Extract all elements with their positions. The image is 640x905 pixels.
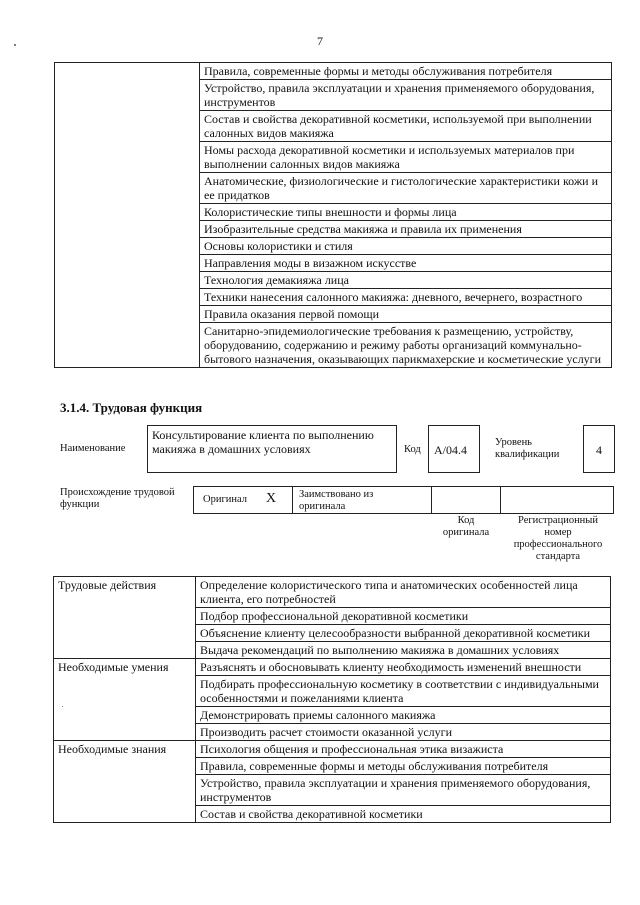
knowledge-item: Правила оказания первой помощи xyxy=(200,306,612,323)
group-item: Подбор профессиональной декоративной косметики xyxy=(196,608,611,625)
table-row xyxy=(55,63,612,80)
level-value-box xyxy=(583,425,615,473)
group-item: Состав и свойства декоративной косметики xyxy=(196,806,611,823)
group-item: Разъяснять и обосновывать клиенту необходимость изменений внешности xyxy=(196,659,611,676)
original-mark: X xyxy=(266,491,277,506)
knowledge-item: Направления моды в визажном искусстве xyxy=(200,255,612,272)
group-label: Трудовые действия xyxy=(54,577,196,659)
knowledge-item: Технология демакияжа лица xyxy=(200,272,612,289)
group-item: Выдача рекомендаций по выполнению макияжа в домашних условиях xyxy=(196,642,611,659)
group-label: Необходимые умения xyxy=(54,659,196,741)
original-label: Оригинал xyxy=(203,494,247,505)
group-label: Необходимые знания xyxy=(54,741,196,823)
table-row xyxy=(54,741,611,758)
code-label: Код xyxy=(404,444,421,455)
knowledge-item: Техники нанесения салонного макияжа: дневного, вечернего, возрастного xyxy=(200,289,612,306)
group-item: Правила, современные формы и методы обслуживания потребителя xyxy=(196,758,611,775)
knowledge-table-continued xyxy=(54,62,612,368)
reg-caption: Регистрационный номер профессионального стандарта xyxy=(513,515,603,562)
group-item: Демонстрировать приемы салонного макияжа xyxy=(196,707,611,724)
knowledge-item: Санитарно-эпидемиологические требования к размещению, устройству, оборудованию, содержанию и режиму работы организаций коммунально-бытового назначения, оказывающих парикмахерские и косметические услуги xyxy=(200,323,612,368)
group-item: Психология общения и профессиональная этика визажиста xyxy=(196,741,611,758)
borrowed-label: Заимствовано из оригинала xyxy=(299,489,374,512)
section-heading: 3.1.4. Трудовая функция xyxy=(60,400,203,415)
group-item: Производить расчет стоимости оказанной услуги xyxy=(196,724,611,741)
level-value: 4 xyxy=(596,443,602,457)
page-number: 7 xyxy=(317,34,323,48)
origin-original-cell xyxy=(193,486,293,514)
group-item: Устройство, правила эксплуатации и хранения применяемого оборудования, инструментов xyxy=(196,775,611,806)
labor-function-table xyxy=(53,576,611,823)
knowledge-item: Изобразительные средства макияжа и правила их применения xyxy=(200,221,612,238)
code-caption: Код оригинала xyxy=(442,515,490,538)
code-value-box xyxy=(428,425,480,473)
table-row xyxy=(54,659,611,676)
empty-label-cell xyxy=(55,63,200,368)
knowledge-item: Основы колористики и стиля xyxy=(200,238,612,255)
origin-borrowed-cell xyxy=(292,486,432,514)
code-value: A/04.4 xyxy=(434,443,467,457)
group-item: Подбирать профессиональную косметику в соответствии с индивидуальными особенностями и пожеланиями клиента xyxy=(196,676,611,707)
knowledge-item: Колористические типы внешности и формы лица xyxy=(200,204,612,221)
origin-code-cell xyxy=(431,486,501,514)
origin-reg-cell xyxy=(500,486,614,514)
group-item: Объяснение клиенту целесообразности выбранной декоративной косметики xyxy=(196,625,611,642)
knowledge-item: Правила, современные формы и методы обслуживания потребителя xyxy=(200,63,612,80)
name-value-box xyxy=(147,425,397,473)
knowledge-item: Номы расхода декоративной косметики и используемых материалов при выполнении салонных видов макияжа xyxy=(200,142,612,173)
name-label: Наименование xyxy=(60,443,126,454)
knowledge-item: Анатомические, физиологические и гистологические характеристики кожи и ее придатков xyxy=(200,173,612,204)
origin-label: Происхождение трудовой функции xyxy=(60,487,175,510)
knowledge-item: Устройство, правила эксплуатации и хранения применяемого оборудования, инструментов xyxy=(200,80,612,111)
level-label: Уровень квалификации xyxy=(495,437,560,460)
function-name: Консультирование клиента по выполнению макияжа в домашних условиях xyxy=(152,428,374,456)
knowledge-item: Состав и свойства декоративной косметики, используемой при выполнении салонных видов макияжа xyxy=(200,111,612,142)
group-item: Определение колористического типа и анатомических особенностей лица клиента, его потребностей xyxy=(196,577,611,608)
table-row xyxy=(54,577,611,608)
